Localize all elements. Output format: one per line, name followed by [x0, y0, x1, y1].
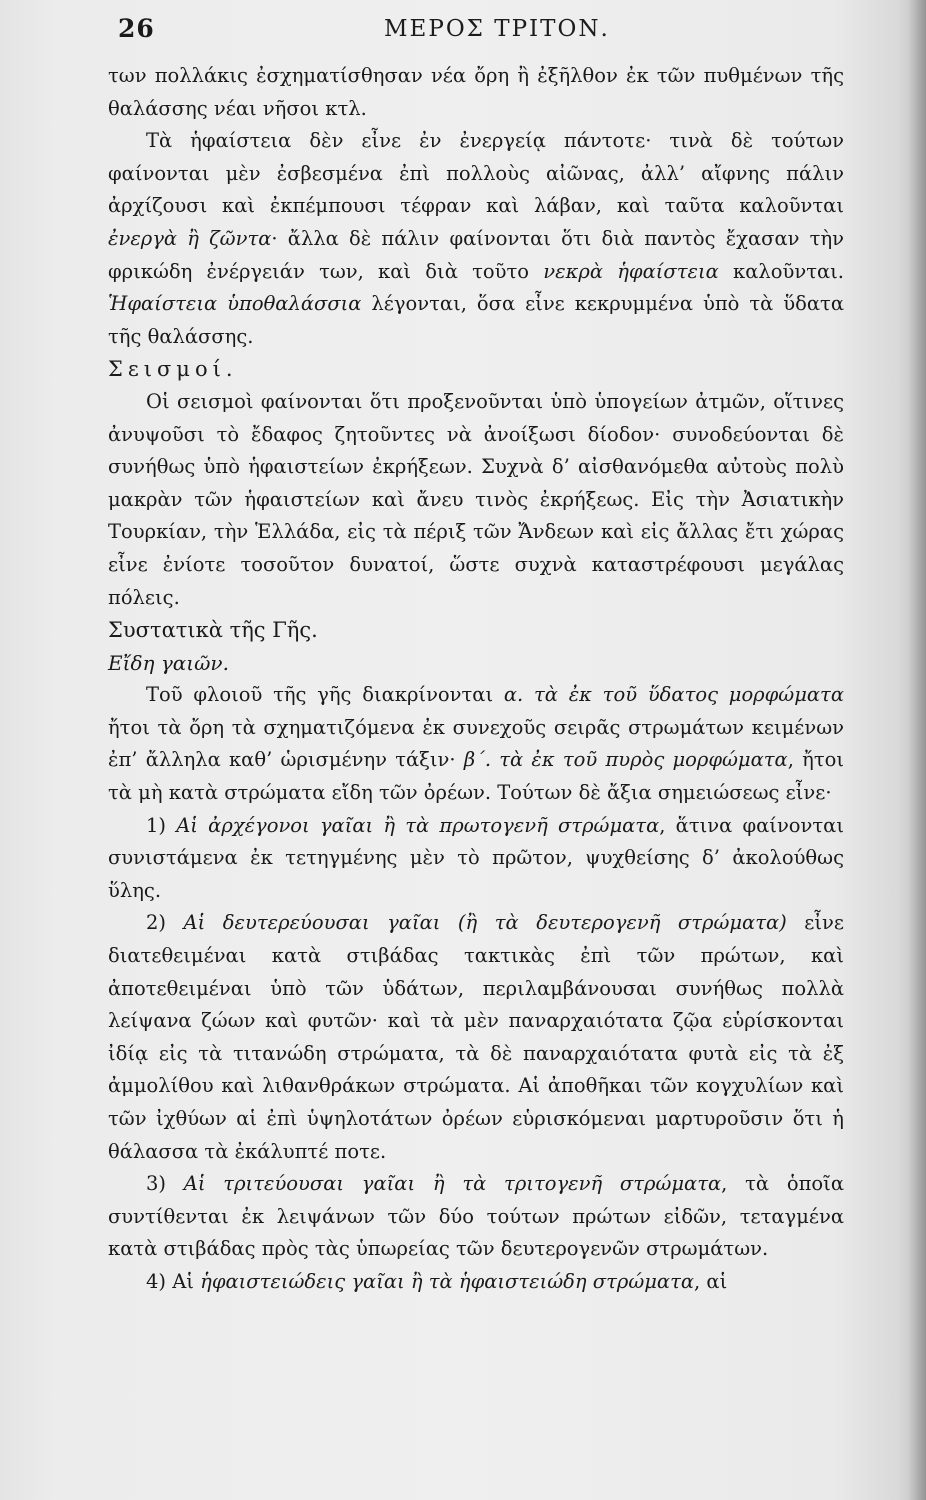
text-run: , ἤτοι τὰ μὴ κατὰ στρώματα εἴδη τῶν ὀρέων. Τούτων δὲ ἄξια σημειώσεως εἶνε· [108, 748, 845, 805]
italic-term-tertiary: Αἱ τριτεύουσαι γαῖαι ἢ τὰ τριτογενῆ στρώματα [183, 1172, 722, 1196]
text-body [108, 60, 844, 1299]
paragraph-volcano-types [108, 125, 844, 353]
italic-term-secondary: Αἱ δευτερεύουσαι γαῖαι (ἢ τὰ δευτερογενῆ στρώματα) [183, 911, 787, 935]
text-run: Τοῦ φλοιοῦ τῆς γῆς διακρίνονται [146, 683, 504, 707]
paragraph-crust-formations [108, 679, 844, 809]
section-heading-earth-components: Συστατικὰ τῆς Γῆς. [108, 618, 318, 643]
paragraph-text: Οἱ σεισμοὶ φαίνονται ὅτι προξενοῦνται ὑπὸ ὑπογείων ἀτμῶν, οἵτινες ἀνυψοῦσι τὸ ἔδαφος ζητοῦντες νὰ ἀνοίξωσι δίοδον· συνοδεύονται δὲ συνήθως ὑπὸ ἡφαιστείων ἐκρήξεων. Συχνὰ δ’ αἰσθανόμεθα αὐτοὺς πολὺ μακρὰν τῶν ἡφαιστείων καὶ ἄνευ τινὸς ἐκρήξεως. Εἰς τὴν Ἀσιατικὴν Τουρκίαν, τὴν Ἑλλάδα, εἰς τὰ πέριξ τῶν Ἄνδεων καὶ εἰς ἄλλας ἔτι χώρας εἶνε ἐνίοτε τοσοῦτον δυνατοί, ὥστε συχνὰ καταστρέφουσι μεγάλας πόλεις. [108, 389, 844, 609]
italic-term-volcanic: ἡφαιστειώδεις γαῖαι ἢ τὰ ἡφαιστειώδη στρώματα [200, 1269, 695, 1293]
text-run: καλοῦνται. [718, 259, 844, 283]
subheading-soil-types: Εἴδη γαιῶν. [108, 650, 229, 675]
item-number: 3) [146, 1172, 184, 1196]
text-run: εἶνε διατεθειμέναι κατὰ στιβάδας τακτικὰς ἐπὶ τῶν πρώτων, καὶ ἀποτεθειμέναι ὑπὸ τῶν ὑδάτων, περιλαμβάνουσαι συνήθως πολλὰ λείψανα ζώων καὶ φυτῶν· καὶ τὰ μὲν παναρχαιότατα ζῷα εὑρίσκονται ἰδίᾳ εἰς τὰ τιτανώδη στρώματα, τὰ δὲ παναρχαιότατα φυτὰ εἰς τὰ ἐξ ἀμμολίθου καὶ λιθανθράκων στρώματα. Αἱ ἀποθῆκαι τῶν κογχυλίων καὶ τῶν ἰχθύων αἱ ἐπὶ ὑψηλοτάτων ὀρέων εὑρισκόμεναι μαρτυροῦσιν ὅτι ἡ θάλασσα τὰ ἐκάλυπτέ ποτε. [108, 911, 845, 1163]
paragraph-earthquakes [108, 386, 844, 614]
text-run: · ἄλλα δὲ πάλιν φαίνονται ὅτι διὰ παντὸς ἔχασαν τὴν φρικώδη ἐνέργειάν των, καὶ διὰ τοῦτο [108, 226, 844, 283]
page-header [118, 14, 838, 50]
list-item-secondary-strata [108, 907, 844, 1168]
item-number: 2) [146, 911, 184, 935]
page-edge-shadow [908, 0, 926, 1500]
page-number: 26 [118, 14, 155, 43]
running-head: ΜΕΡΟΣ ΤΡΙΤΟΝ. [384, 16, 610, 42]
text-run: ἤτοι τὰ ὄρη τὰ σχηματιζόμενα ἐκ συνεχοῦς σειρᾶς στρωμάτων κειμένων ἐπ’ ἄλληλα καθ’ ὡρισμένην τάξιν· [108, 715, 844, 772]
italic-term-submarine: Ἡφαίστεια ὑποθαλάσσια [108, 292, 362, 316]
paragraph-text: των πολλάκις ἐσχηματίσθησαν νέα ὄρη ἢ ἐξῆλθον ἐκ τῶν πυθμένων τῆς θαλάσσης νέαι νῆσοι κτλ. [108, 64, 844, 120]
text-run: λέγονται, ὅσα εἶνε κεκρυμμένα ὑπὸ τὰ ὕδατα τῆς θαλάσσης. [108, 292, 844, 348]
text-run: Τὰ ἡφαίστεια δὲν εἶνε ἐν ἐνεργείᾳ πάντοτε· τινὰ δὲ τούτων φαίνονται μὲν ἐσβεσμένα ἐπὶ πολλοὺς αἰῶνας, ἀλλ’ αἴφνης πάλιν ἀρχίζουσι καὶ ἐκπέμπουσι τέφραν καὶ λάβαν, καὶ ταῦτα καλοῦνται [108, 129, 844, 218]
italic-term-extinct: νεκρὰ ἡφαίστεια [543, 259, 719, 283]
item-number: 4) Αἱ [146, 1269, 201, 1293]
italic-term-water-formations: α. τὰ ἐκ τοῦ ὕδατος μορφώματα [503, 683, 844, 707]
italic-term-primary: Αἱ ἀρχέγονοι γαῖαι ἢ τὰ πρωτογενῆ στρώματα [176, 813, 660, 837]
paragraph-volcano-continuation [108, 60, 844, 125]
italic-term-active: ἐνεργὰ ἢ ζῶντα [108, 226, 272, 250]
section-heading-earthquakes: Σεισμοί. [108, 357, 238, 382]
text-run: , αἱ [694, 1269, 728, 1293]
list-item-volcanic-strata [108, 1266, 844, 1299]
italic-term-fire-formations: β΄. τὰ ἐκ τοῦ πυρὸς μορφώματα [463, 748, 788, 772]
list-item-tertiary-strata [108, 1168, 844, 1266]
list-item-primary-strata [108, 810, 844, 908]
text-run: , τὰ ὁποῖα συντίθενται ἐκ λειψάνων τῶν δύο τούτων πρώτων εἰδῶν, τεταγμένα κατὰ στιβάδας πρὸς τὰς ὑπωρείας τῶν δευτερογενῶν στρωμάτων. [108, 1172, 844, 1261]
text-run: , ἅτινα φαίνονται συνιστάμενα ἐκ τετηγμένης μὲν τὸ πρῶτον, ψυχθείσης δ’ ἀκολούθως ὕλης. [108, 813, 844, 902]
item-number: 1) [146, 813, 177, 837]
